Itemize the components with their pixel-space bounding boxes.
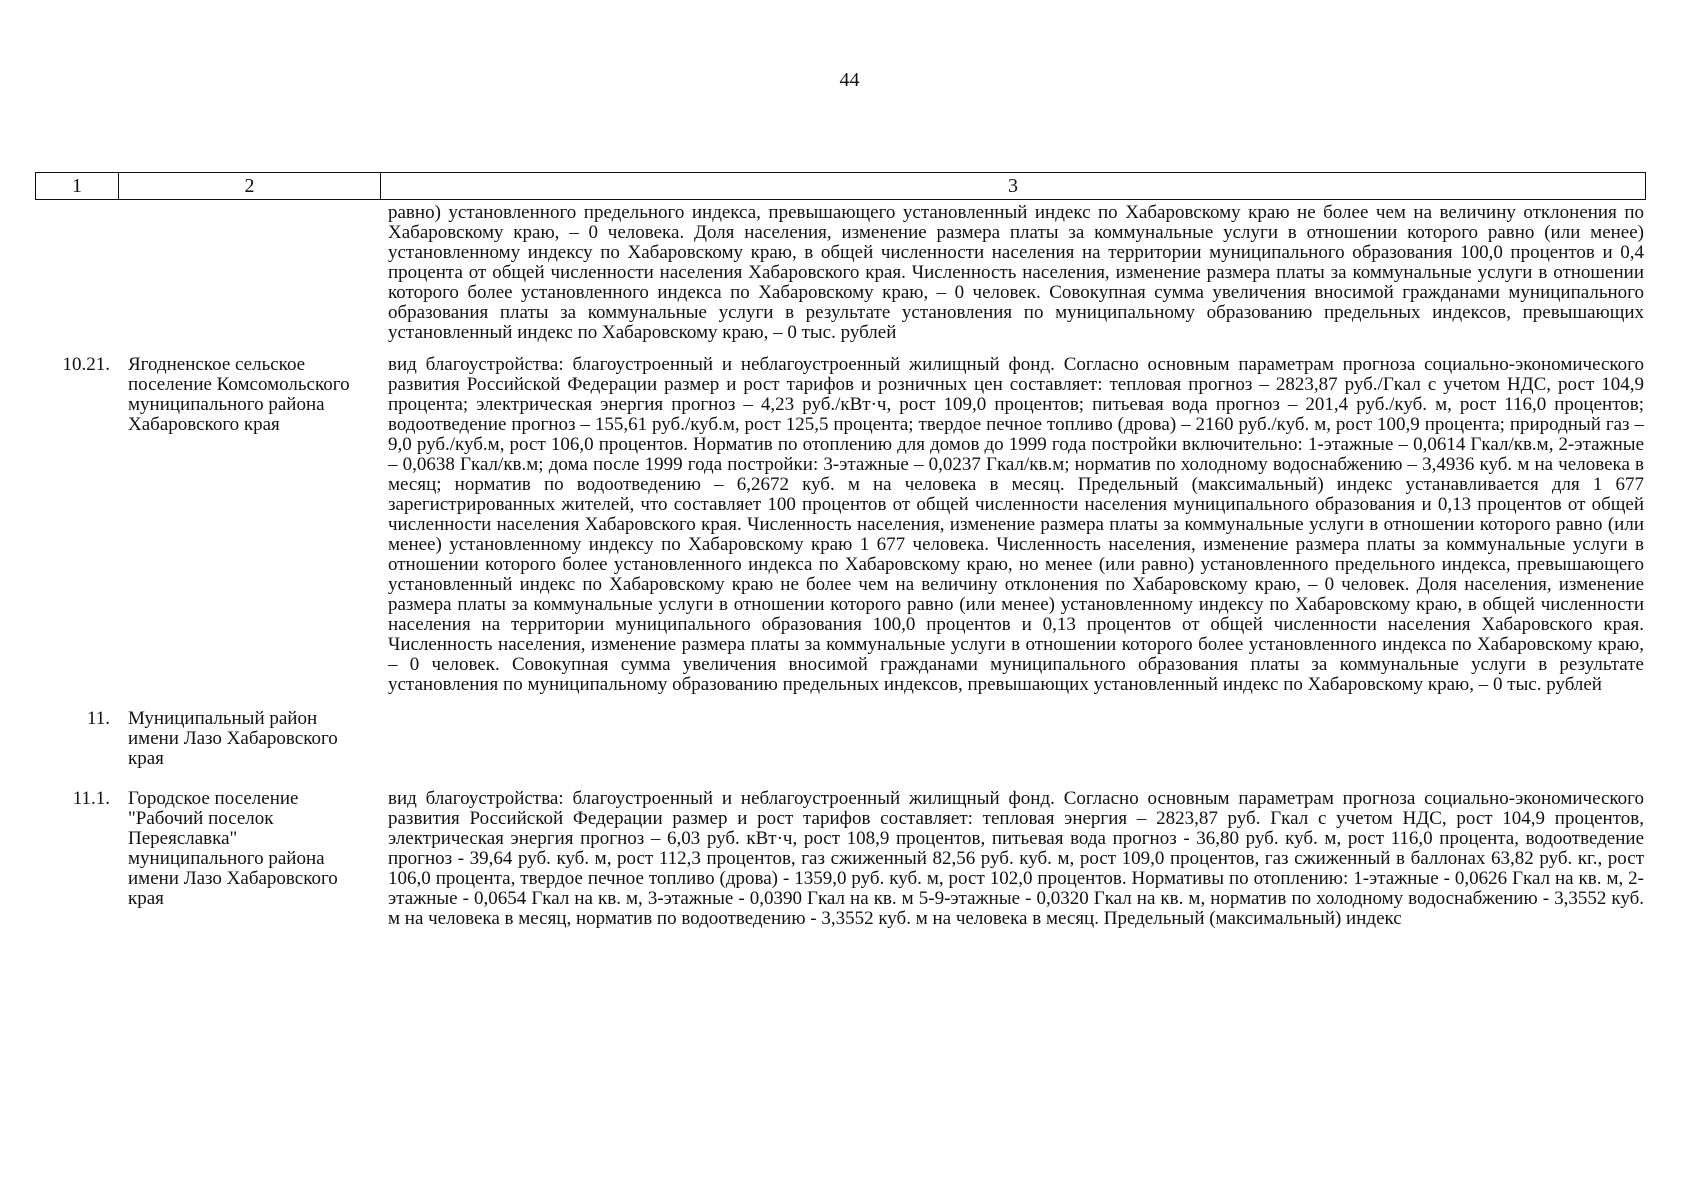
header-col-1: 1	[36, 173, 119, 200]
row-description: вид благоустройства: благоустроенный и неблагоустроенный жилищный фонд. Согласно основным параметрам прогноза социально-экономического развития Российской Федерации размер и рост тарифов составляет: тепловая энергия – 2823,87 руб. Гкал с учетом НДС, рост 104,9 процентов, электрическая энергия прогноз – 6,03 руб. кВт·ч, рост 108,9 процентов, питьевая вода прогноз - 36,80 руб. куб. м, рост 116,0 процента, водоотведение прогноз - 39,64 руб. куб. м, рост 112,3 процентов, газ сжиженный 82,56 руб. куб. м, рост 109,0 процентов, газ сжиженный в баллонах 63,82 руб. кг., рост 106,0 процента, твердое печное топливо (дрова) - 1359,0 руб. куб. м, рост 102,0 процентов. Нормативы по отоплению: 1-этажные - 0,0626 Гкал на кв. м, 2-этажные - 0,0654 Гкал на кв. м, 3-этажные - 0,0390 Гкал на кв. м 5-9-этажные - 0,0320 Гкал на кв. м, норматив по холодному водоснабжению - 3,3552 куб. м на человека в месяц, норматив по водоотведению - 3,3552 куб. м на человека в месяц. Предельный (максимальный) индекс	[388, 788, 1644, 929]
table-row	[0, 789, 1699, 929]
table-row	[0, 203, 1699, 343]
row-description: вид благоустройства: благоустроенный и неблагоустроенный жилищный фонд. Согласно основным параметрам прогноза социально-экономического развития Российской Федерации размер и рост тарифов и розничных цен составляет: тепловая прогноз – 2823,87 руб./Гкал с учетом НДС, рост 104,9 процента; электрическая энергия прогноз – 4,23 руб./кВт·ч, рост 109,0 процентов; питьевая вода прогноз – 201,4 руб./куб. м, рост 116,0 процентов; водоотведение прогноз – 155,61 руб./куб.м, рост 125,5 процента; твердое печное топливо (дрова) – 2160 руб./куб. м, рост 100,9 процента; природный газ – 9,0 руб./куб.м, рост 106,0 процентов. Норматив по отоплению для домов до 1999 года постройки включительно: 1-этажные – 0,0614 Гкал/кв.м, 2-этажные – 0,0638 Гкал/кв.м; дома после 1999 года постройки: 3-этажные – 0,0237 Гкал/кв.м; норматив по холодному водоснабжению – 3,4936 куб. м на человека в месяц; норматив по водоотведению – 6,2672 куб. м на человека в месяц. Предельный (максимальный) индекс устанавливается для 1 677 зарегистрированных жителей, что составляет 100 процентов от общей численности населения муниципального образования и 0,13 процентов от общей численности населения Хабаровского края. Численность населения, изменение размера платы за коммунальные услуги в отношении которого равно (или менее) установленному индексу по Хабаровскому краю 1 677 человека. Численность населения, изменение размера платы за коммунальные услуги в отношении которого более установленного индекса по Хабаровскому краю, но менее (или равно) установленного предельного индекса, превышающего установленный индекс по Хабаровскому краю не более чем на величину отклонения по Хабаровскому краю, – 0 человек. Доля населения, изменение размера платы за коммунальные услуги в отношении которого равно (или менее) установленному индексу по Хабаровскому краю, в общей численности населения на территории муниципального образования 100,0 процентов и 0,13 процентов от общей численности населения Хабаровского края. Численность населения, изменение размера платы за коммунальные услуги в отношении которого более установленного индекса по Хабаровскому краю, – 0 человек. Совокупная сумма увеличения вносимой гражданами муниципального образования платы за коммунальные услуги в результате установления по муниципальному образованию предельных индексов, превышающих установленный индекс по Хабаровскому краю, – 0 тыс. рублей	[388, 354, 1644, 695]
header-col-2: 2	[119, 173, 381, 200]
row-number: 11.1.	[72, 788, 110, 809]
row-municipality: Муниципальный район имени Лазо Хабаровского края	[128, 708, 338, 769]
table-body	[0, 203, 1699, 929]
page-number: 44	[839, 69, 860, 91]
table-header	[35, 172, 1646, 200]
row-description: равно) установленного предельного индекса, превышающего установленный индекс по Хабаровскому краю не более чем на величину отклонения по Хабаровскому краю, – 0 человека. Доля населения, изменение размера платы за коммунальные услуги в отношении которого равно (или менее) установленному индексу по Хабаровскому краю, в общей численности населения на территории муниципального образования 100,0 процентов и 0,4 процента от общей численности населения Хабаровского края. Численность населения, изменение размера платы за коммунальные услуги в отношении которого более установленного индекса по Хабаровскому краю, – 0 человек. Совокупная сумма увеличения вносимой гражданами муниципального образования платы за коммунальные услуги в результате установления по муниципальному образованию предельных индексов, превышающих установленный индекс по Хабаровскому краю, – 0 тыс. рублей	[388, 202, 1644, 343]
header-col-3: 3	[381, 173, 1646, 200]
table-row	[0, 355, 1699, 695]
table-row	[0, 709, 1699, 775]
row-municipality: Ягодненское сельское поселение Комсомольского муниципального района Хабаровского края	[128, 354, 350, 435]
row-municipality: Городское поселение "Рабочий поселок Переяславка" муниципального района имени Лазо Хабаровского края	[128, 788, 338, 909]
row-number: 11.	[86, 708, 110, 729]
row-number: 10.21.	[62, 354, 110, 375]
